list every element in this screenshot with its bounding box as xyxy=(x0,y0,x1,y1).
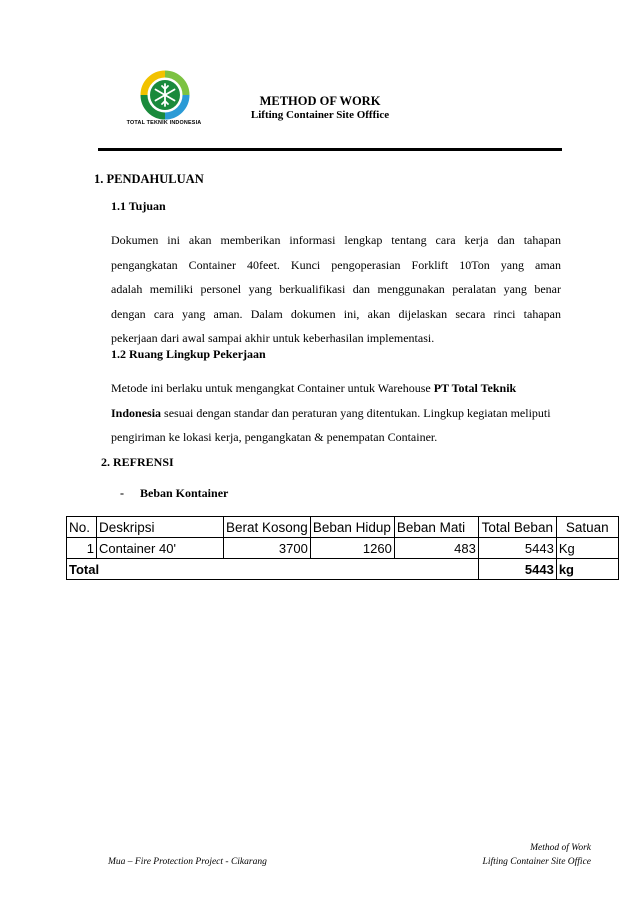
company-name: PT Total Teknik xyxy=(433,381,517,395)
table-cell: 1260 xyxy=(310,538,394,559)
column-header: Deskripsi xyxy=(97,517,224,538)
table-row xyxy=(67,538,619,559)
column-header: No. xyxy=(67,517,97,538)
paragraph-line: adalah memiliki personel yang berkualifikasi dan menggunakan peralatan yang benar xyxy=(111,282,561,296)
total-value: 5443 xyxy=(478,559,556,580)
paragraph-line: Dokumen ini akan memberikan informasi lengkap tentang cara kerja dan tahapan xyxy=(111,233,561,247)
section-heading-refrensi: 2. REFRENSI xyxy=(101,455,174,469)
table-total-row xyxy=(67,559,619,580)
paragraph-line: pengiriman ke lokasi kerja, pengangkatan & penempatan Container. xyxy=(111,430,438,444)
total-label: Total xyxy=(67,559,479,580)
paragraph-line xyxy=(111,376,591,401)
paragraph-tujuan xyxy=(111,228,561,351)
bullet-beban-kontainer: Beban Kontainer xyxy=(140,486,229,500)
table-cell: 3700 xyxy=(224,538,311,559)
paragraph-line: pengangkatan Container 40feet. Kunci pengoperasian Forklift 10Ton yang aman xyxy=(111,257,561,272)
paragraph-ruang-lingkup xyxy=(111,376,591,450)
section-heading-pendahuluan: 1. PENDAHULUAN xyxy=(94,172,204,186)
document-title: METHOD OF WORK xyxy=(259,94,381,108)
total-unit: kg xyxy=(556,559,618,580)
bullet-dash: - xyxy=(120,486,124,500)
paragraph-line xyxy=(111,401,591,426)
column-header: Beban Mati xyxy=(394,517,478,538)
table-cell: Kg xyxy=(556,538,618,559)
footer-doc-name: Method of Work xyxy=(530,843,591,853)
paragraph-line: pekerjaan dari awal sampai akhir untuk keberhasilan implementasi. xyxy=(111,331,435,345)
paragraph-line: dengan cara yang aman. Dalam dokumen ini, akan dijelaskan secara rinci tahapan xyxy=(111,306,561,321)
document-subtitle: Lifting Container Site Offfice xyxy=(250,109,390,121)
footer-doc-subtitle: Lifting Container Site Office xyxy=(482,857,591,867)
company-name: Indonesia xyxy=(111,405,162,420)
paragraph-text: sesuai dengan standar dan peraturan yang ditentukan. Lingkup kegiatan meliputi xyxy=(161,405,551,420)
column-header: Berat Kosong xyxy=(224,517,311,538)
paragraph-text: Metode ini berlaku untuk mengangkat Container untuk Warehouse xyxy=(111,381,434,395)
table-cell: Container 40' xyxy=(97,538,224,559)
load-table xyxy=(66,516,619,580)
table-cell: 1 xyxy=(67,538,97,559)
subsection-heading-tujuan: 1.1 Tujuan xyxy=(111,199,166,213)
header-divider xyxy=(98,148,562,151)
footer-project: Mua – Fire Protection Project - Cikarang xyxy=(108,857,267,867)
column-header: Beban Hidup xyxy=(310,517,394,538)
table-cell: 483 xyxy=(394,538,478,559)
column-header: Satuan xyxy=(556,517,618,538)
logo-caption: TOTAL TEKNIK INDONESIA xyxy=(126,120,202,126)
table-header-row xyxy=(67,517,619,538)
subsection-heading-ruang-lingkup: 1.2 Ruang Lingkup Pekerjaan xyxy=(111,347,266,361)
column-header: Total Beban xyxy=(478,517,556,538)
table-cell: 5443 xyxy=(478,538,556,559)
